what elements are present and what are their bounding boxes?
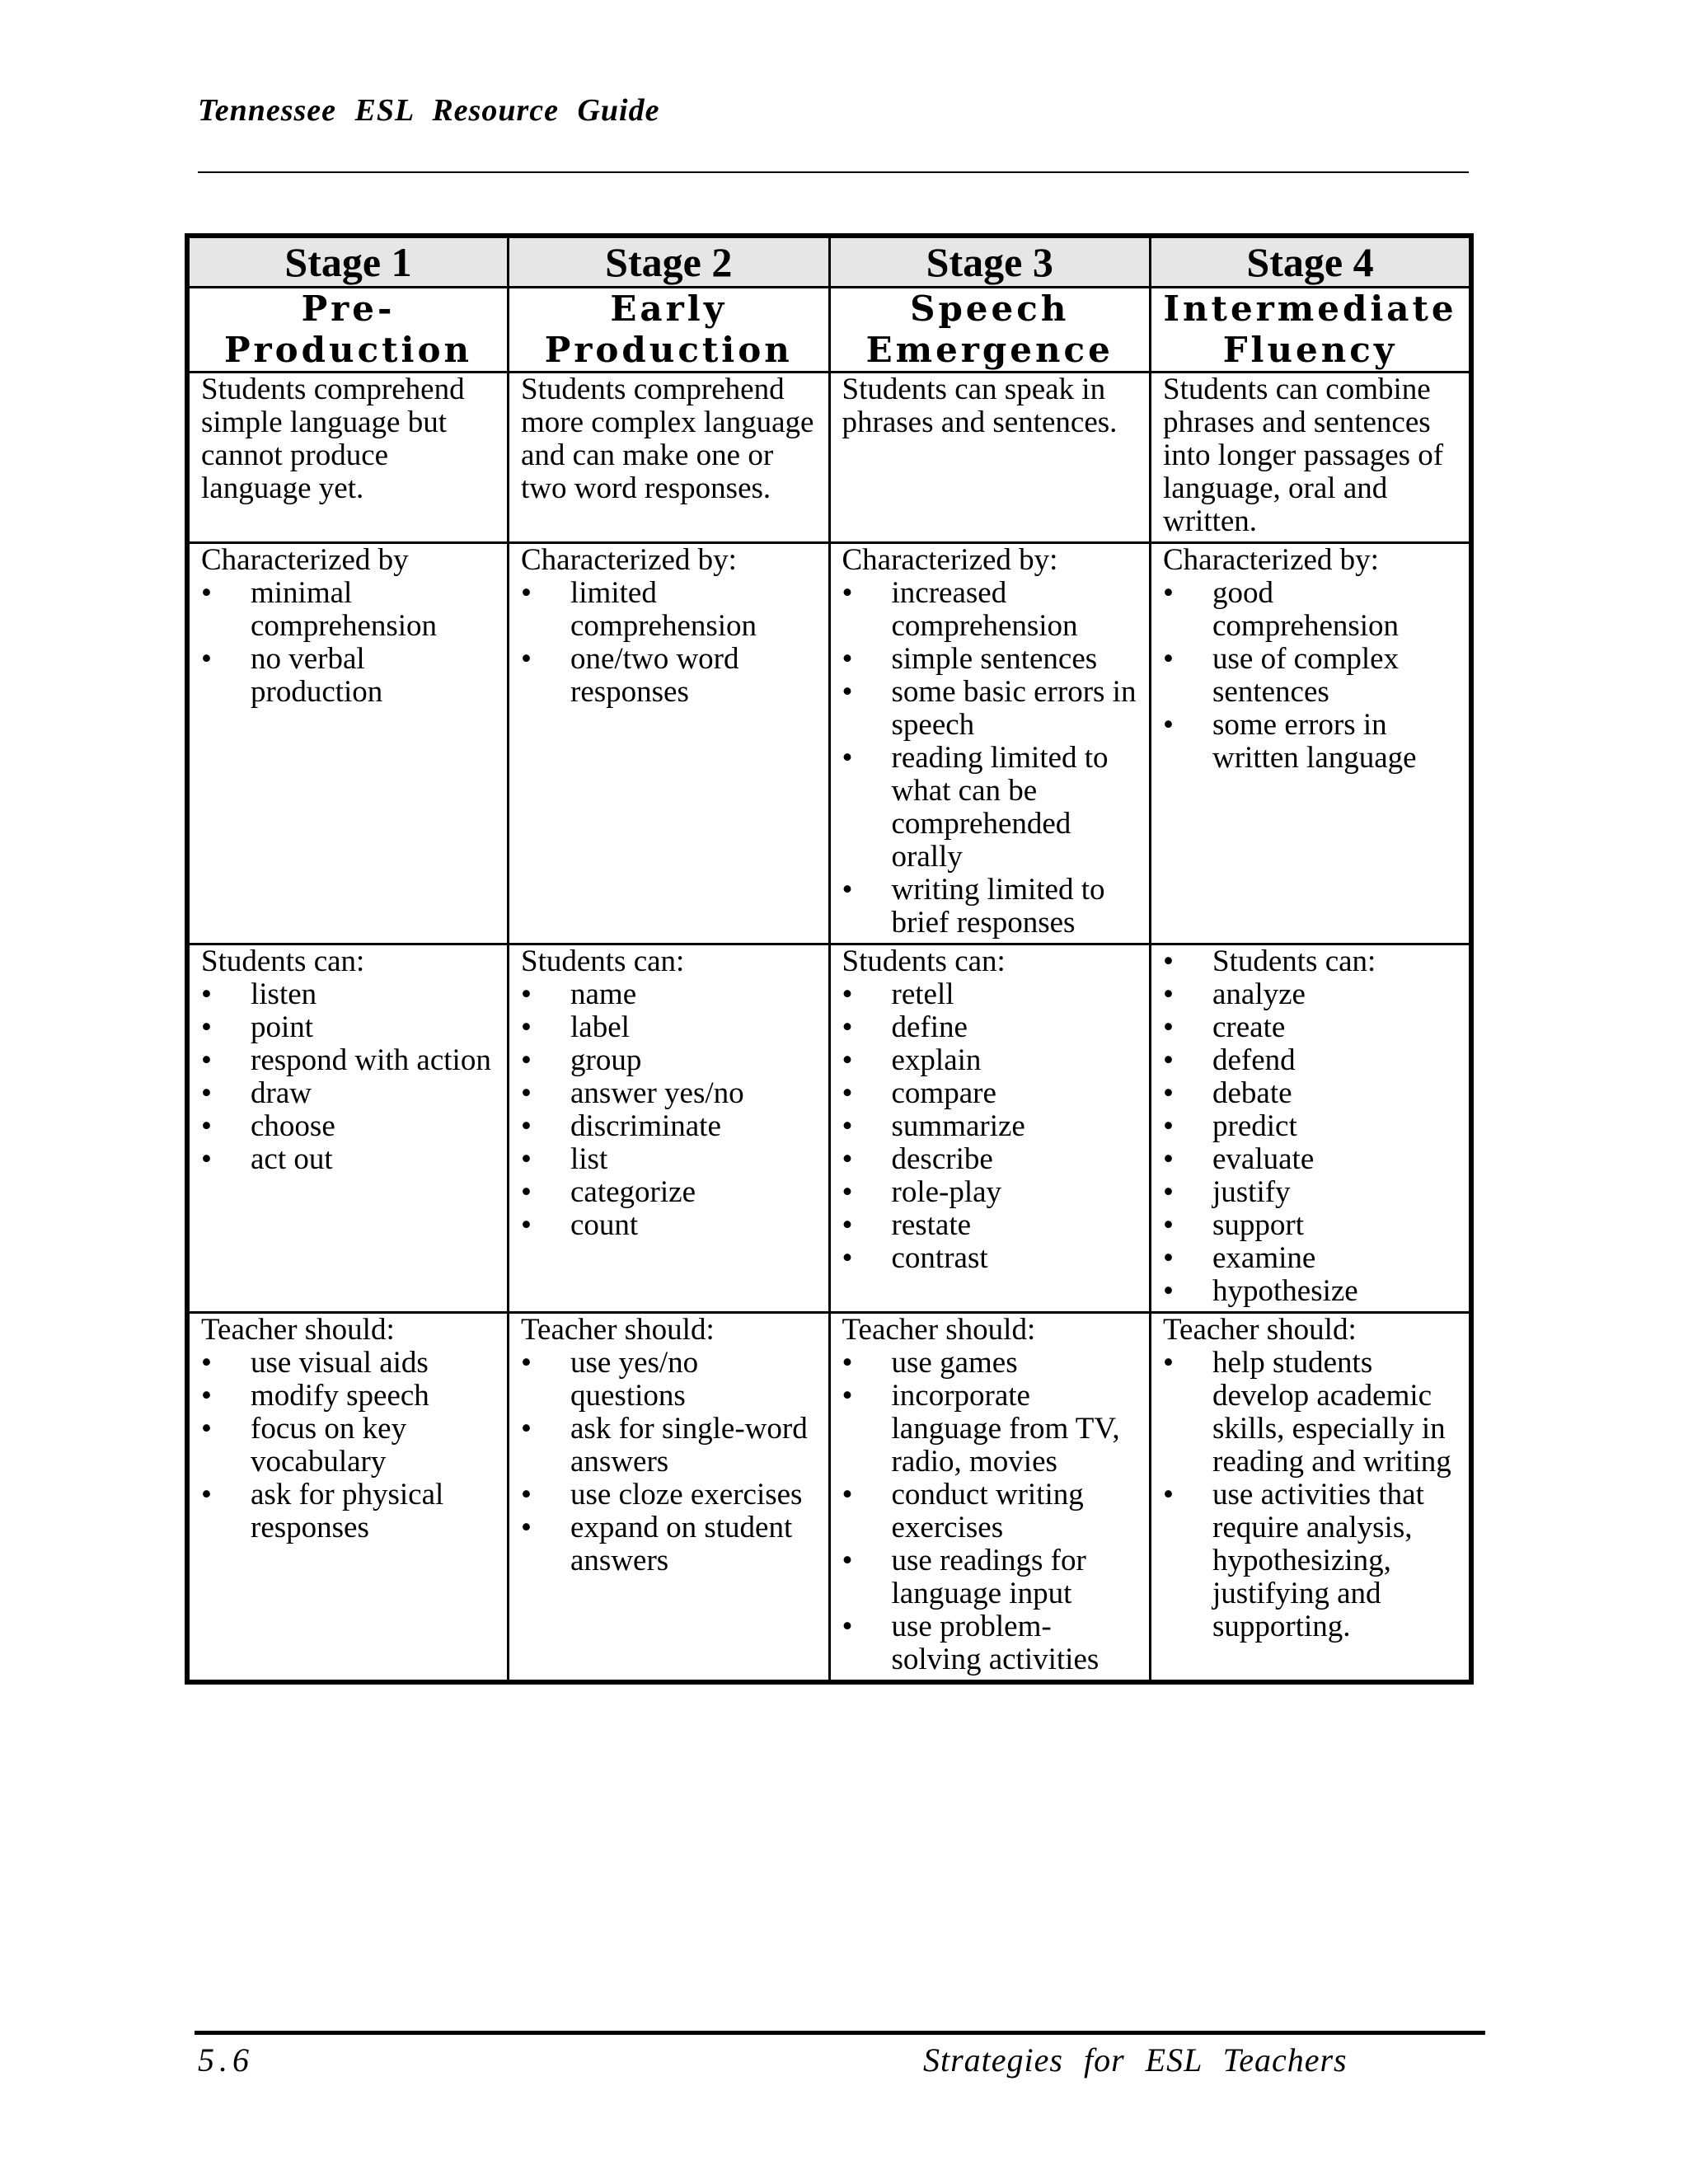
characterized-item-list (842, 577, 1142, 940)
stage-1-description-cell (187, 373, 509, 543)
students-can-item-list (842, 978, 1142, 1275)
teacher-should-heading: Teacher should: (842, 1313, 1036, 1347)
characterized-heading: Characterized by: (842, 543, 1058, 577)
characterized-item-list (1163, 577, 1461, 775)
stage-2-name-cell (509, 288, 830, 373)
stage-2-description: Students comprehend more complex language and can make one or two word responses. (521, 373, 814, 505)
characterized-item: • good comprehension (1163, 577, 1461, 643)
students-can-item: • predict (1163, 1110, 1461, 1143)
students-can-item: • summarize (842, 1110, 1142, 1143)
students-can-heading: Students can: (521, 944, 685, 978)
teacher-should-item: • incorporate language from TV, radio, movies (842, 1380, 1142, 1479)
teacher-should-heading: Teacher should: (521, 1313, 715, 1347)
stage-1-name: Pre-Production (223, 288, 473, 370)
stage-4-name: Intermediate Fluency (1163, 288, 1457, 370)
students-can-item: • point (201, 1011, 499, 1044)
stage-4-description-cell (1151, 373, 1472, 543)
students-can-item: • restate (842, 1209, 1142, 1242)
stage-1-header-cell (187, 236, 509, 288)
characterized-item: • simple sentences (842, 643, 1142, 676)
characterized-item: • reading limited to what can be comprehended orally (842, 742, 1142, 874)
characterized-item: • writing limited to brief responses (842, 874, 1142, 940)
students-can-row (187, 944, 1471, 1313)
teacher-should-item: • use visual aids (201, 1347, 499, 1380)
students-can-item: • categorize (521, 1176, 820, 1209)
stage-2-description-cell (509, 373, 830, 543)
teacher-should-item: • use yes/no questions (521, 1347, 820, 1413)
stage-3-header-cell (829, 236, 1151, 288)
stage-2-characterized-cell (509, 543, 830, 944)
teacher-should-item-list (1163, 1347, 1461, 1643)
characterized-item-list (201, 577, 499, 709)
students-can-item: • discriminate (521, 1110, 820, 1143)
teacher-should-item: • help students develop academic skills, especially in reading and writing (1163, 1347, 1461, 1479)
students-can-item: • justify (1163, 1176, 1461, 1209)
stage-3-label: Stage 3 (926, 239, 1053, 285)
stage-description-row (187, 373, 1471, 543)
stage-1-students-can-cell (187, 944, 509, 1313)
students-can-item-list (521, 978, 820, 1242)
teacher-should-heading: Teacher should: (1163, 1313, 1357, 1347)
stage-1-name-cell (187, 288, 509, 373)
stage-3-name: Speech Emergence (865, 288, 1114, 370)
stage-2-students-can-cell (509, 944, 830, 1313)
characterized-item: • increased comprehension (842, 577, 1142, 643)
teacher-should-item: • ask for single-word answers (521, 1413, 820, 1479)
students-can-item: • retell (842, 978, 1142, 1011)
students-can-item: • choose (201, 1110, 499, 1143)
stage-4-name-cell (1151, 288, 1472, 373)
teacher-should-row (187, 1313, 1471, 1683)
teacher-should-item: • focus on key vocabulary (201, 1413, 499, 1479)
characterized-item: • some basic errors in speech (842, 676, 1142, 742)
teacher-should-item: • modify speech (201, 1380, 499, 1413)
teacher-should-item: • use games (842, 1347, 1142, 1380)
students-can-item: • describe (842, 1143, 1142, 1176)
stage-name-row (187, 288, 1471, 373)
students-can-item: • name (521, 978, 820, 1011)
stage-4-header-cell (1151, 236, 1472, 288)
teacher-should-item: • use readings for language input (842, 1544, 1142, 1610)
students-can-item: • group (521, 1044, 820, 1077)
students-can-item: • count (521, 1209, 820, 1242)
characterized-item: • some errors in written language (1163, 709, 1461, 775)
stage-2-label: Stage 2 (605, 239, 733, 285)
students-can-item-list (201, 978, 499, 1176)
teacher-should-item-list (842, 1347, 1142, 1676)
characterized-item: • one/two word responses (521, 643, 820, 709)
students-can-item: • support (1163, 1209, 1461, 1242)
teacher-should-item-list (521, 1347, 820, 1577)
students-can-item: • examine (1163, 1242, 1461, 1275)
students-can-item: • label (521, 1011, 820, 1044)
students-can-item: • contrast (842, 1242, 1142, 1275)
stage-3-description: Students can speak in phrases and sentences. (842, 373, 1118, 439)
stage-3-characterized-cell (829, 543, 1151, 944)
footer-title: Strategies for ESL Teachers (923, 2041, 1348, 2079)
students-can-item: • analyze (1163, 978, 1461, 1011)
students-can-item: • role-play (842, 1176, 1142, 1209)
students-can-item: • evaluate (1163, 1143, 1461, 1176)
stage-4-teacher-should-cell (1151, 1313, 1472, 1683)
characterized-heading: Characterized by: (521, 543, 737, 577)
stage-2-header-cell (509, 236, 830, 288)
students-can-heading: Students can: (201, 944, 365, 978)
characterized-heading: Characterized by: (1163, 543, 1379, 577)
characterized-item: • use of complex sentences (1163, 643, 1461, 709)
page-number: 5.6 (198, 2041, 254, 2079)
students-can-item: • debate (1163, 1077, 1461, 1110)
characterized-item: • minimal comprehension (201, 577, 499, 643)
stage-1-description: Students comprehend simple language but cannot produce language yet. (201, 373, 465, 505)
students-can-heading: Students can: (842, 944, 1006, 978)
students-can-item: • create (1163, 1011, 1461, 1044)
teacher-should-item-list (201, 1347, 499, 1544)
students-can-item: • list (521, 1143, 820, 1176)
stage-3-students-can-cell (829, 944, 1151, 1313)
students-can-item: • draw (201, 1077, 499, 1110)
students-can-item: • respond with action (201, 1044, 499, 1077)
teacher-should-item: • ask for physical responses (201, 1479, 499, 1544)
teacher-should-heading: Teacher should: (201, 1313, 395, 1347)
characterized-item: • limited comprehension (521, 577, 820, 643)
students-can-item: • explain (842, 1044, 1142, 1077)
students-can-item: • listen (201, 978, 499, 1011)
language-stages-table (185, 233, 1474, 1685)
teacher-should-item: • use problem-solving activities (842, 1610, 1142, 1676)
stage-4-students-can-cell (1151, 944, 1472, 1313)
characterized-item: • no verbal production (201, 643, 499, 709)
teacher-should-item: • expand on student answers (521, 1511, 820, 1577)
stage-4-characterized-cell (1151, 543, 1472, 944)
stage-1-label: Stage 1 (284, 239, 412, 285)
characterized-item-list (521, 577, 820, 709)
stage-1-characterized-cell (187, 543, 509, 944)
students-can-item: • hypothesize (1163, 1275, 1461, 1308)
stage-3-teacher-should-cell (829, 1313, 1151, 1683)
header-divider (198, 171, 1469, 173)
students-can-item: • Students can: (1163, 945, 1461, 978)
students-can-item-list (1163, 945, 1461, 1308)
teacher-should-item: • use activities that require analysis, hypothesizing, justifying and supporting. (1163, 1479, 1461, 1643)
students-can-item: • compare (842, 1077, 1142, 1110)
stage-4-label: Stage 4 (1246, 239, 1374, 285)
stage-number-row (187, 236, 1471, 288)
characterized-heading: Characterized by (201, 543, 409, 577)
students-can-item: • act out (201, 1143, 499, 1176)
stage-3-name-cell (829, 288, 1151, 373)
teacher-should-item: • use cloze exercises (521, 1479, 820, 1511)
footer-divider (195, 2031, 1485, 2035)
characterized-by-row (187, 543, 1471, 944)
students-can-item: • defend (1163, 1044, 1461, 1077)
students-can-item: • answer yes/no (521, 1077, 820, 1110)
stage-2-teacher-should-cell (509, 1313, 830, 1683)
stage-2-name: Early Production (544, 288, 793, 370)
students-can-item: • define (842, 1011, 1142, 1044)
page-header-title: Tennessee ESL Resource Guide (198, 93, 660, 128)
teacher-should-item: • conduct writing exercises (842, 1479, 1142, 1544)
stage-1-teacher-should-cell (187, 1313, 509, 1683)
stage-3-description-cell (829, 373, 1151, 543)
stage-4-description: Students can combine phrases and sentences into longer passages of language, oral and written. (1163, 373, 1444, 538)
